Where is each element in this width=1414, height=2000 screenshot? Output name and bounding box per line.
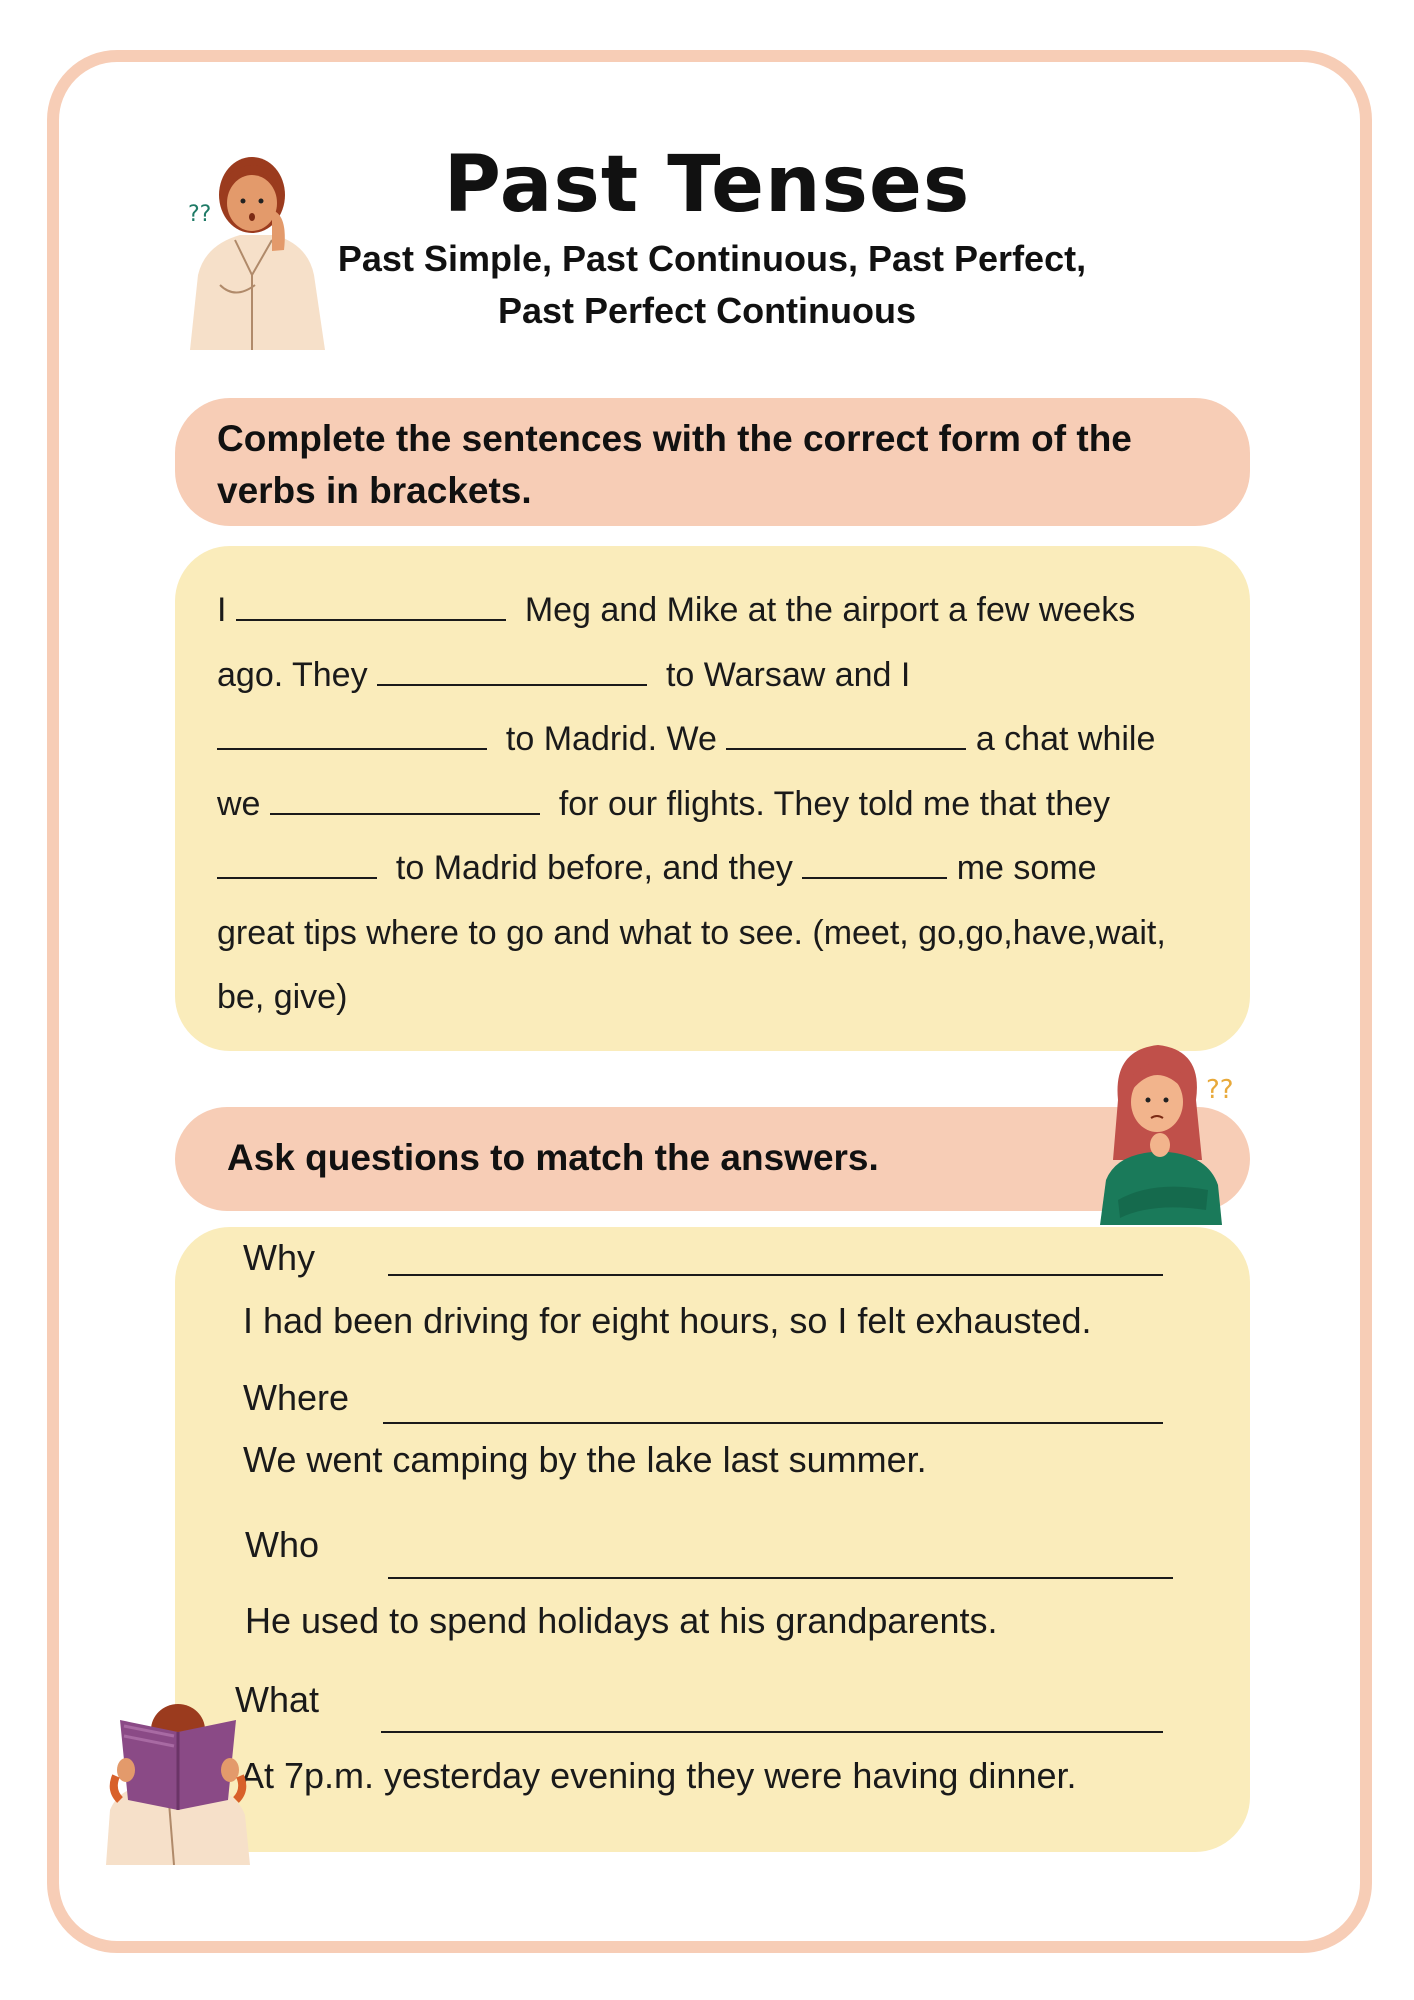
question-label-who: Who bbox=[245, 1524, 320, 1565]
answer-text-who: He used to spend holidays at his grandparents. bbox=[245, 1600, 998, 1641]
exercise1-card bbox=[175, 546, 1250, 1051]
exercise2-card bbox=[175, 1227, 1250, 1852]
answer-text-where: We went camping by the lake last summer. bbox=[243, 1439, 927, 1480]
exercise2-instruction: Ask questions to match the answers. bbox=[227, 1137, 879, 1178]
page-subtitle-line2: Past Perfect Continuous bbox=[497, 290, 917, 331]
question-marks-icon: ?? bbox=[1206, 1075, 1234, 1105]
gap-text-line: to Madrid before, and they me some bbox=[217, 836, 1212, 901]
answer-blank-6[interactable] bbox=[217, 849, 377, 879]
answer-blank-1[interactable] bbox=[236, 591, 506, 621]
question-label-what: What bbox=[235, 1679, 320, 1720]
answer-blank-5[interactable] bbox=[270, 785, 540, 815]
confused-woman-illustration bbox=[1098, 1040, 1248, 1225]
exercise1-instruction-line1: Complete the sentences with the correct form of the bbox=[217, 418, 1132, 459]
gap-text-line: we for our flights. They told me that they bbox=[217, 784, 1111, 823]
answer-text-what: At 7p.m. yesterday evening they were having dinner. bbox=[240, 1755, 1077, 1796]
answer-blank-7[interactable] bbox=[802, 849, 947, 879]
exercise1-instruction-line2: verbs in brackets. bbox=[217, 470, 532, 511]
page-title: Past Tenses bbox=[443, 140, 971, 230]
gap-text-line: to Madrid. We a chat while bbox=[217, 707, 1212, 772]
answer-text-why: I had been driving for eight hours, so I felt exhausted. bbox=[243, 1300, 1092, 1341]
page-subtitle-line1: Past Simple, Past Continuous, Past Perfect, bbox=[337, 238, 1087, 279]
question-marks-icon: ?? bbox=[188, 202, 212, 227]
question-label-where: Where bbox=[243, 1377, 350, 1418]
question-input-why[interactable] bbox=[388, 1274, 1163, 1276]
answer-blank-4[interactable] bbox=[726, 720, 966, 750]
reading-person-illustration bbox=[100, 1700, 255, 1865]
gap-text-line: great tips where to go and what to see. (meet, go,go,have,wait, bbox=[217, 913, 1166, 952]
exercise1-instruction-banner bbox=[175, 398, 1250, 526]
gap-text-line: ago. They to Warsaw and I bbox=[217, 655, 911, 694]
gap-text-line: be, give) bbox=[217, 978, 348, 1016]
gap-text-line: I Meg and Mike at the airport a few weeks bbox=[217, 591, 1136, 629]
question-label-why: Why bbox=[243, 1237, 315, 1278]
question-input-what[interactable] bbox=[381, 1731, 1163, 1733]
exercise2-instruction-banner bbox=[175, 1107, 1250, 1211]
question-input-where[interactable] bbox=[383, 1422, 1163, 1424]
exercise1-gap-text bbox=[217, 578, 1212, 1030]
answer-blank-3[interactable] bbox=[217, 720, 487, 750]
question-input-who[interactable] bbox=[388, 1577, 1173, 1579]
answer-blank-2[interactable] bbox=[377, 656, 647, 686]
